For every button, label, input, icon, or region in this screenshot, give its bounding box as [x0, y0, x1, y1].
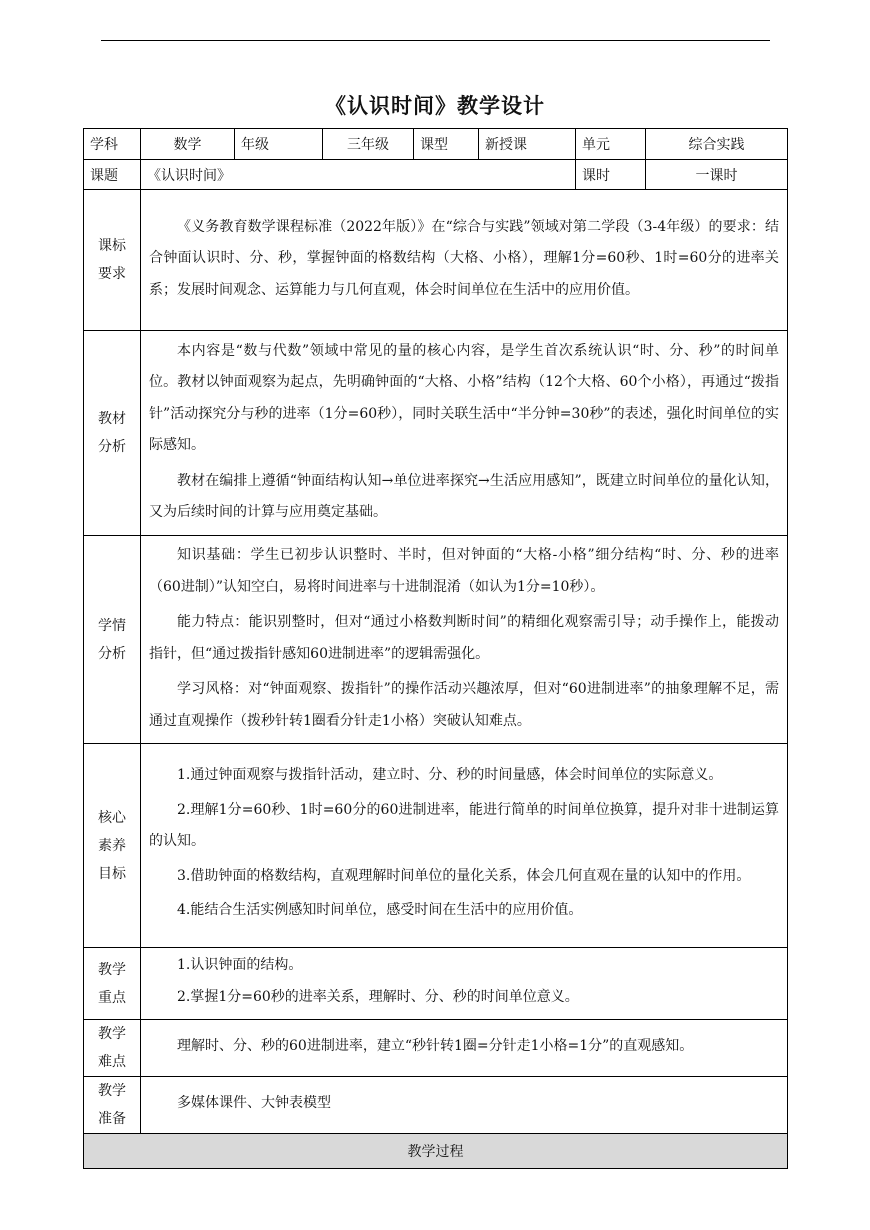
material-paragraph-2: 教材在编排上遵循“钟面结构认知→单位进率探究→生活应用感知”，既建立时间单位的量化认知，又为后续时间的计算与应用奠定基础。 [149, 472, 779, 520]
standards-paragraph: 《义务教育数学课程标准（2022年版）》在“综合与实践”领域对第二学段（3-4年级）的要求：结合钟面认识时、分、秒，掌握钟面的格数结构（大格、小格），理解1分=60秒、1时=60分的进率关系；发展时间观念、运算能力与几何直观，体会时间单位在生活中的应用价值。 [149, 218, 779, 298]
students-row [84, 536, 788, 744]
topic-value: 《认识时间》 [141, 160, 576, 190]
key-points-label: 教学 重点 [84, 948, 141, 1020]
lesson-type-label: 课型 [414, 129, 479, 160]
grade-label: 年级 [235, 129, 323, 160]
difficulties-row [84, 1020, 788, 1077]
students-paragraph-1: 知识基础：学生已初步认识整时、半时，但对钟面的“大格-小格”细分结构“时、分、秒的进率（60进制）”认知空白，易将时间进率与十进制混淆（如认为1分=10秒）。 [149, 547, 779, 595]
goal-item-1: 1.通过钟面观察与拨指针活动，建立时、分、秒的时间量感，体会时间单位的实际意义。 [177, 767, 723, 784]
students-paragraph-2: 能力特点：能识别整时，但对“通过小格数判断时间”的精细化观察需引导；动手操作上，能拨动指针，但“通过拨指针感知60进制进率”的逻辑需强化。 [149, 614, 779, 662]
goals-content [141, 744, 788, 948]
document-title: 《认识时间》教学设计 [325, 94, 545, 118]
material-row [84, 331, 788, 536]
students-content [141, 536, 788, 744]
key-points-content [141, 948, 788, 1020]
teaching-process-header: 教学过程 [84, 1134, 788, 1169]
key-point-1: 1.认识钟面的结构。 [177, 957, 303, 973]
goal-item-3: 3.借助钟面的格数结构，直观理解时间单位的量化关系，体会几何直观在量的认知中的作用。 [177, 867, 751, 884]
students-label: 学情 分析 [84, 536, 141, 744]
preparation-label: 教学 准备 [84, 1077, 141, 1134]
difficulty-text: 理解时、分、秒的60进制进率，建立“秒针转1圈=分针走1小格=1分”的直观感知。 [177, 1038, 694, 1055]
topic-label: 课题 [84, 160, 141, 190]
standards-label: 课标 要求 [84, 190, 141, 331]
difficulties-label: 教学 难点 [84, 1020, 141, 1077]
lesson-type-value: 新授课 [479, 129, 576, 160]
class-hours-value: 一课时 [646, 160, 788, 190]
unit-value: 综合实践 [646, 129, 788, 160]
lesson-plan-table [83, 128, 788, 1169]
key-points-row [84, 948, 788, 1020]
subject-label: 学科 [84, 129, 141, 160]
students-paragraph-3: 学习风格：对“钟面观察、拨指针”的操作活动兴趣浓厚，但对“60进制进率”的抽象理解不足，需通过直观操作（拨秒针转1圈看分针走1小格）突破认知难点。 [149, 681, 779, 729]
class-hours-label: 课时 [576, 160, 646, 190]
info-row-2 [84, 160, 788, 190]
difficulties-content [141, 1020, 788, 1077]
preparation-row [84, 1077, 788, 1134]
grade-value: 三年级 [323, 129, 414, 160]
goals-row [84, 744, 788, 948]
standards-row [84, 190, 788, 331]
material-label: 教材 分析 [84, 331, 141, 536]
key-point-2: 2.掌握1分=60秒的进率关系，理解时、分、秒的时间单位意义。 [177, 988, 579, 1005]
goal-item-2: 2.理解1分=60秒、1时=60分的60进制进率，能进行简单的时间单位换算，提升对非十进制运算的认知。 [149, 801, 779, 850]
preparation-text: 多媒体课件、大钟表模型 [177, 1095, 331, 1112]
goal-item-4: 4.能结合生活实例感知时间单位，感受时间在生活中的应用价值。 [177, 902, 583, 919]
unit-label: 单元 [576, 129, 646, 160]
header-rule [101, 40, 770, 41]
subject-value: 数学 [141, 129, 235, 160]
material-paragraph-1: 本内容是“数与代数”领域中常见的量的核心内容，是学生首次系统认识“时、分、秒”的时间单位。教材以钟面观察为起点，先明确钟面的“大格、小格”结构（12个大格、60个小格），再通过“拨指针”活动探究分与秒的进率（1分=60秒），同时关联生活中“半分钟=30秒”的表述，强化时间单位的实际感知。 [149, 342, 779, 453]
preparation-content [141, 1077, 788, 1134]
standards-content [141, 190, 788, 331]
info-row-1 [84, 129, 788, 160]
material-content [141, 331, 788, 536]
goals-label: 核心 素养 目标 [84, 744, 141, 948]
process-header-row [84, 1134, 788, 1169]
